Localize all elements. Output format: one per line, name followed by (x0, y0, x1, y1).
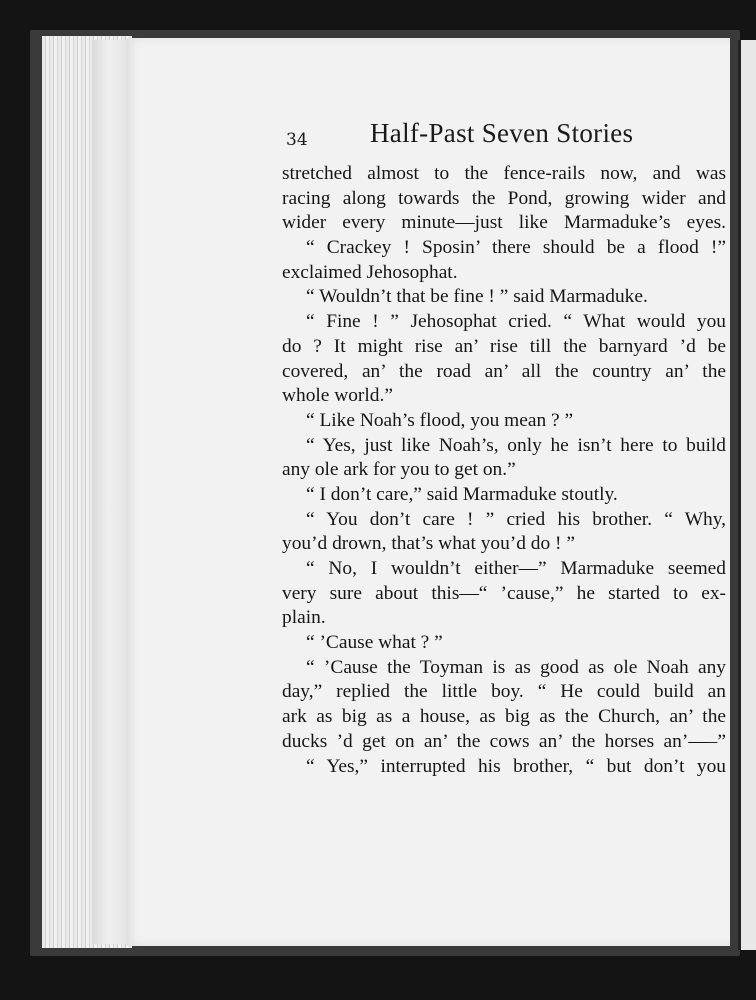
text-line: racing along towards the Pond, growing wider and (282, 187, 726, 209)
text-line: “ No, I wouldn’t either—” Marmaduke seemed (306, 558, 726, 579)
text-line: “ Crackey ! Sposin’ there should be a flood !” (306, 237, 726, 259)
next-page-edge (738, 40, 756, 950)
body-text (282, 162, 726, 779)
text-line: any ole ark for you to get on.” (282, 459, 516, 481)
text-line: do ? It might rise an’ rise till the barnyard ’d be (282, 335, 726, 357)
text-line: whole world.” (282, 385, 393, 407)
text-line: ducks ’d get on an’ the cows an’ the horses an’—–” (282, 730, 726, 752)
text-line: very sure about this—“ ’cause,” he started to ex- (282, 582, 726, 604)
text-line: “ I don’t care,” said Marmaduke stoutly. (306, 483, 618, 505)
text-line: “ You don’t care ! ” cried his brother. “ Why, (306, 508, 726, 530)
text-line: ark as big as a house, as big as the Church, an’ the (282, 706, 726, 728)
text-line: “ Like Noah’s flood, you mean ? ” (306, 409, 574, 431)
text-line: day,” replied the little boy. “ He could build an (282, 681, 726, 703)
text-line: stretched almost to the fence-rails now, and was (282, 163, 726, 184)
text-line: covered, an’ the road an’ all the country an’ the (282, 360, 726, 382)
page-number: 34 (286, 130, 308, 150)
text-line: “ Wouldn’t that be fine ! ” said Marmaduke. (306, 286, 648, 308)
text-line: plain. (282, 607, 326, 629)
text-line: wider every minute—just like Marmaduke’s eyes. (282, 212, 726, 234)
page-header (286, 118, 726, 158)
text-line: exclaimed Jehosophat. (282, 261, 458, 283)
text-line: “ ’Cause the Toyman is as good as ole Noah any (306, 656, 726, 678)
text-line: you’d drown, that’s what you’d do ! ” (282, 533, 575, 555)
text-line: “ Yes,” interrupted his brother, “ but don’t you (306, 755, 726, 777)
text-line: “ ’Cause what ? ” (306, 632, 443, 654)
text-line: “ Yes, just like Noah’s, only he isn’t here to build (306, 434, 726, 456)
text-line: “ Fine ! ” Jehosophat cried. “ What would you (306, 311, 726, 333)
running-head: Half-Past Seven Stories (370, 118, 634, 148)
